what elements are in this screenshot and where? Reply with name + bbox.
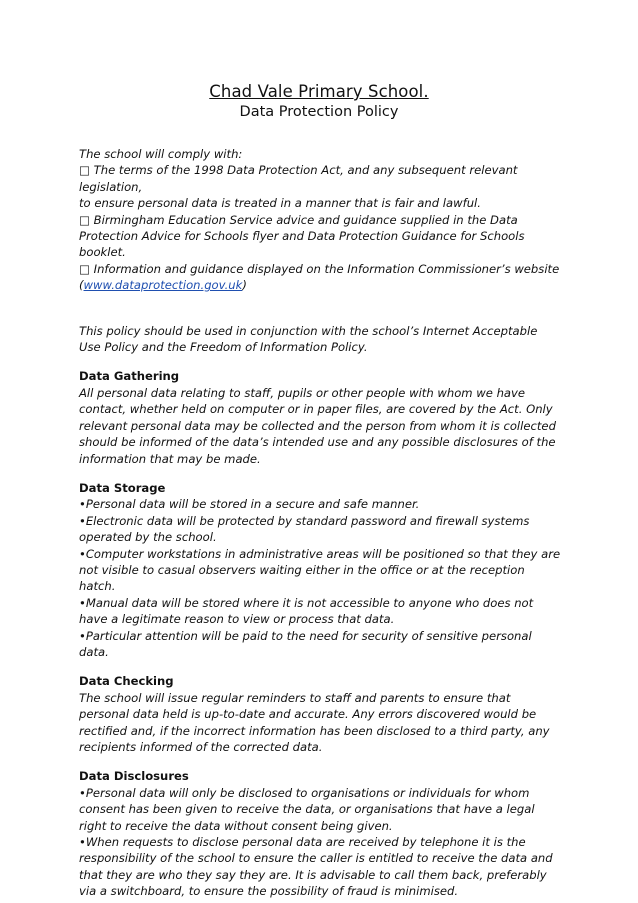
section-data-checking	[79, 673, 561, 755]
compliance-intro: The school will comply with:	[79, 147, 243, 161]
policy-subtitle: Data Protection Policy	[239, 104, 399, 120]
heading-data-gathering: Data Gathering	[79, 369, 180, 384]
policy-body	[79, 146, 561, 900]
compliance-item-3	[79, 261, 561, 277]
checkbox-glyph-icon: □	[79, 163, 90, 178]
heading-data-checking: Data Checking	[79, 674, 174, 689]
school-title: Chad Vale Primary School.	[209, 82, 429, 101]
heading-data-storage: Data Storage	[79, 480, 166, 495]
compliance-item-1	[79, 162, 561, 195]
compliance-item-2-text: Birmingham Education Service advice and guidance supplied in the Data Protection Advice for Schools flyer and Data Protection Guidance for Schools booklet.	[79, 212, 525, 260]
paren-close: )	[242, 278, 247, 293]
compliance-item-2	[79, 212, 561, 261]
compliance-list	[79, 146, 561, 294]
checkbox-glyph-icon: □	[79, 212, 90, 227]
compliance-item-1-text: The terms of the 1998 Data Protection Act, and any subsequent relevant legislation,	[79, 163, 518, 194]
checkbox-glyph-icon: □	[79, 261, 90, 276]
storage-bullet: •Particular attention will be paid to the need for security of sensitive personal data.	[79, 628, 532, 659]
disclosures-bullet: •When requests to disclose personal data are received by telephone it is the responsibility of the school to ensure the caller is entitled to receive the data and that they are who they say they are. It is advisable to call them back, preferably via a switchboard, to ensure the possibility of fraud is minimised.	[79, 835, 553, 899]
heading-data-disclosures: Data Disclosures	[79, 769, 189, 784]
section-data-gathering	[79, 368, 561, 466]
compliance-item-3-text: Information and guidance displayed on the Information Commissioner’s website	[89, 261, 560, 276]
section-data-storage	[79, 480, 561, 660]
compliance-item-1-continued: to ensure personal data is treated in a manner that is fair and lawful.	[79, 196, 481, 211]
section-data-disclosures	[79, 768, 561, 899]
storage-bullet: •Electronic data will be protected by standard password and firewall systems operated by the school.	[79, 513, 530, 545]
storage-bullet: •Personal data will be stored in a secure and safe manner.	[79, 497, 420, 512]
paren-open: (	[79, 278, 84, 293]
data-gathering-text: All personal data relating to staff, pupils or other people with whom we have contact, whether held on computer or in paper files, are covered by the Act. Only relevant personal data may be collected and the person from whom it is collected should be informed of the data’s intended use and any possible disclosures of the information that may be made.	[79, 385, 556, 466]
dataprotection-website-link[interactable]: www.dataprotection.gov.uk	[83, 278, 243, 293]
usage-note: This policy should be used in conjunction with the school’s Internet Acceptable Use Policy and the Freedom of Information Policy.	[79, 323, 538, 355]
data-checking-text: The school will issue regular reminders to staff and parents to ensure that personal data held is up-to-date and accurate. Any errors discovered would be rectified and, if the incorrect information has been disclosed to a third party, any recipients informed of the corrected data.	[79, 690, 550, 754]
compliance-link-line	[79, 277, 561, 293]
storage-bullet: •Manual data will be stored where it is not accessible to anyone who does not have a legitimate reason to view or process that data.	[79, 595, 534, 627]
disclosures-bullet: •Personal data will only be disclosed to organisations or individuals for whom consent has been given to receive the data, or organisations that have a legal right to receive the data without consent being given.	[79, 785, 535, 833]
storage-bullet: •Computer workstations in administrative areas will be positioned so that they are not visible to casual observers waiting either in the office or at the reception hatch.	[79, 546, 561, 594]
